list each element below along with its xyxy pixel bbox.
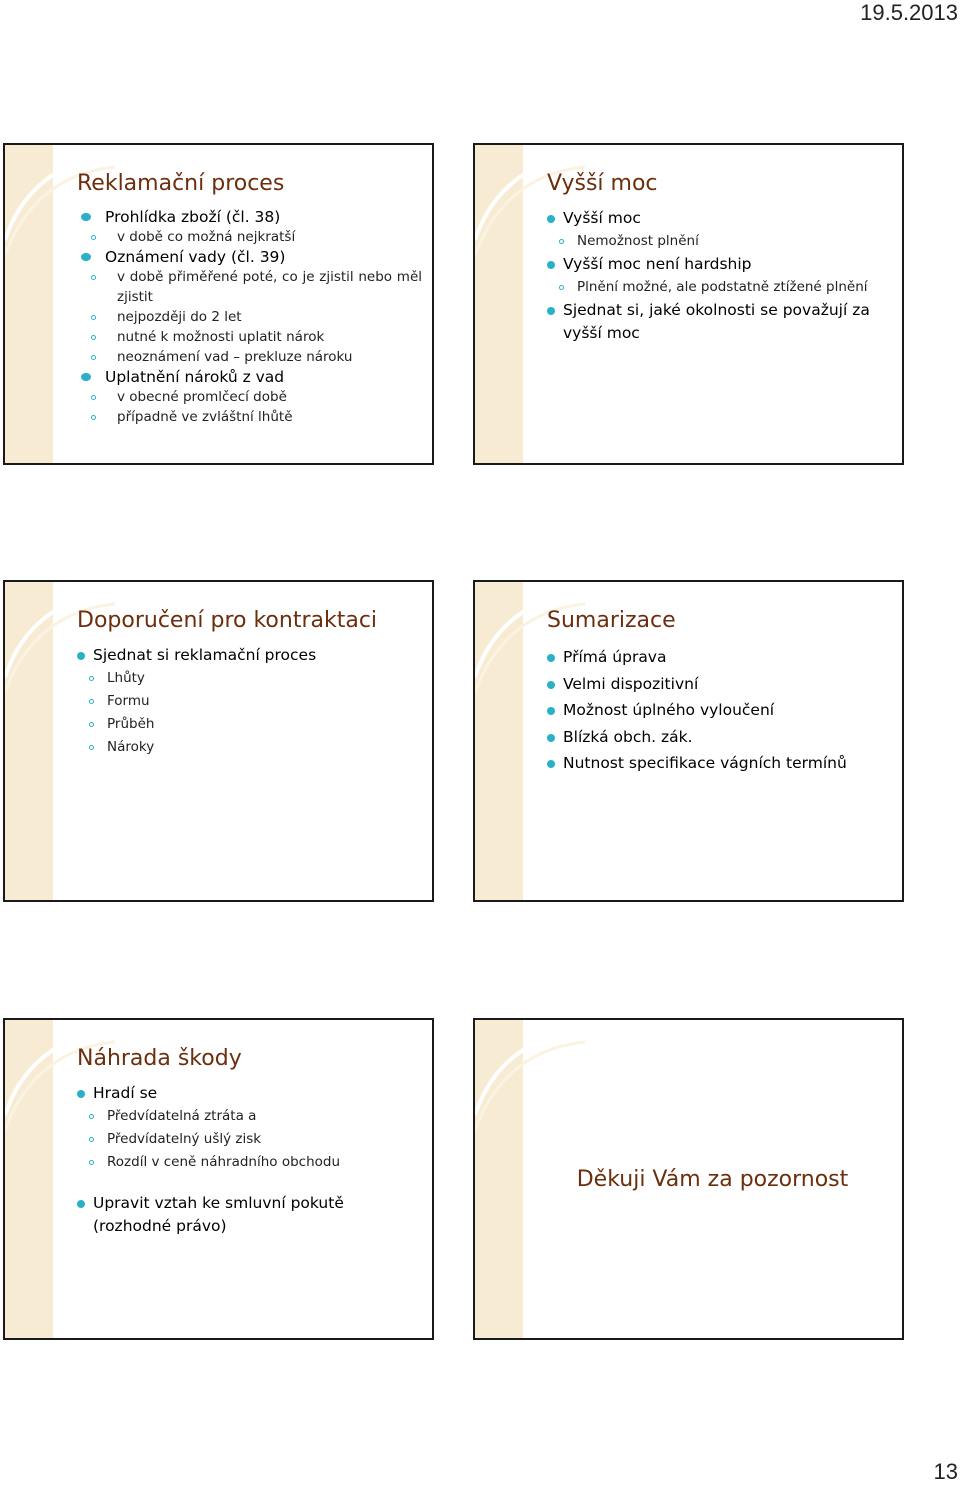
bullet-ring-icon bbox=[559, 285, 564, 290]
bullet-ring-icon bbox=[91, 275, 96, 280]
list-item: neoznámení vad – prekluze nároku bbox=[77, 347, 422, 367]
bullet-dot-icon bbox=[547, 760, 555, 768]
bullet-ring-icon bbox=[89, 676, 94, 681]
bullet-ring-icon bbox=[91, 395, 96, 400]
bullet-ring-icon bbox=[91, 335, 96, 340]
list-item: Předvídatelný ušlý zisk bbox=[77, 1128, 422, 1151]
slide-reklamacni-proces bbox=[3, 143, 434, 465]
list-item: Sjednat si, jaké okolnosti se považují za vyšší moc bbox=[547, 299, 892, 345]
bullet-ring-icon bbox=[91, 355, 96, 360]
bullet-ring-icon bbox=[91, 315, 96, 320]
slide-sumarizace bbox=[473, 580, 904, 902]
slide-title: Náhrada škody bbox=[77, 1046, 242, 1071]
list-item: v době co možná nejkratší bbox=[77, 227, 422, 247]
list-item: Nutnost specifikace vágních termínů bbox=[547, 750, 892, 777]
thank-you-text: Děkuji Vám za pozornost bbox=[576, 1166, 849, 1192]
bullet-dot-icon bbox=[547, 261, 555, 269]
bullet-dot-icon bbox=[547, 307, 555, 315]
list-item: Oznámení vady (čl. 39) bbox=[77, 247, 422, 267]
bullet-ring-icon bbox=[89, 1137, 94, 1142]
list-item: nejpozději do 2 let bbox=[77, 307, 422, 327]
bullet-dot-icon bbox=[77, 652, 85, 660]
slide-doporuceni-pro-kontraktaci bbox=[3, 580, 434, 902]
slide-title: Reklamační proces bbox=[77, 171, 285, 196]
page-number: 13 bbox=[933, 1459, 958, 1484]
bullet-dot-icon bbox=[547, 707, 555, 715]
bullet-list bbox=[547, 644, 892, 777]
bullet-ring-icon bbox=[89, 1114, 94, 1119]
bullet-ring-icon bbox=[89, 745, 94, 750]
list-item: případně ve zvláštní lhůtě bbox=[77, 407, 422, 427]
list-item: Předvídatelná ztráta a bbox=[77, 1105, 422, 1128]
list-item: Hradí se bbox=[77, 1082, 422, 1105]
bullet-dot-icon bbox=[77, 1200, 85, 1208]
bullet-ring-icon bbox=[91, 415, 96, 420]
bullet-ring-icon bbox=[559, 239, 564, 244]
slide-nahrada-skody bbox=[3, 1018, 434, 1340]
bullet-dot-icon bbox=[81, 213, 91, 221]
bullet-dot-icon bbox=[81, 373, 91, 381]
list-item: Vyšší moc bbox=[547, 207, 892, 230]
list-item: v obecné promlčecí době bbox=[77, 387, 422, 407]
bullet-dot-icon bbox=[547, 654, 555, 662]
list-item: Nemožnost plnění bbox=[547, 230, 892, 253]
bullet-dot-icon bbox=[81, 253, 91, 261]
bullet-ring-icon bbox=[91, 235, 96, 240]
page-date: 19.5.2013 bbox=[860, 0, 958, 25]
list-item: Průběh bbox=[77, 713, 422, 736]
bullet-ring-icon bbox=[89, 1160, 94, 1165]
list-item: Rozdíl v ceně náhradního obchodu bbox=[77, 1151, 422, 1174]
list-item: Formu bbox=[77, 690, 422, 713]
bullet-ring-icon bbox=[89, 699, 94, 704]
bullet-dot-icon bbox=[77, 1090, 85, 1098]
list-item: Vyšší moc není hardship bbox=[547, 253, 892, 276]
bullet-dot-icon bbox=[547, 215, 555, 223]
slide-title: Doporučení pro kontraktaci bbox=[77, 608, 378, 633]
list-item: Blízká obch. zák. bbox=[547, 724, 892, 751]
list-item: Nároky bbox=[77, 736, 422, 759]
slide-podekovani bbox=[473, 1018, 904, 1340]
list-item: Sjednat si reklamační proces bbox=[77, 644, 422, 667]
list-item: Upravit vztah ke smluvní pokutě (rozhodné právo) bbox=[77, 1192, 422, 1238]
list-item: Možnost úplného vyloučení bbox=[547, 697, 892, 724]
bullet-list bbox=[77, 644, 422, 759]
list-item: Lhůty bbox=[77, 667, 422, 690]
bullet-list bbox=[77, 207, 422, 427]
list-item: Uplatnění nároků z vad bbox=[77, 367, 422, 387]
list-item: Plnění možné, ale podstatně ztížené plnění bbox=[547, 276, 892, 299]
list-item: v době přiměřené poté, co je zjistil nebo měl zjistit bbox=[77, 267, 422, 307]
slide-vyssi-moc bbox=[473, 143, 904, 465]
list-item: nutné k možnosti uplatit nárok bbox=[77, 327, 422, 347]
bullet-list bbox=[77, 1082, 422, 1238]
bullet-ring-icon bbox=[89, 722, 94, 727]
slide-title: Vyšší moc bbox=[547, 171, 658, 196]
list-item: Přímá úprava bbox=[547, 644, 892, 671]
list-spacer bbox=[77, 1174, 422, 1192]
list-item: Prohlídka zboží (čl. 38) bbox=[77, 207, 422, 227]
bullet-dot-icon bbox=[547, 734, 555, 742]
slide-title: Sumarizace bbox=[547, 608, 676, 633]
list-item: Velmi dispozitivní bbox=[547, 671, 892, 698]
bullet-list bbox=[547, 207, 892, 345]
bullet-dot-icon bbox=[547, 681, 555, 689]
